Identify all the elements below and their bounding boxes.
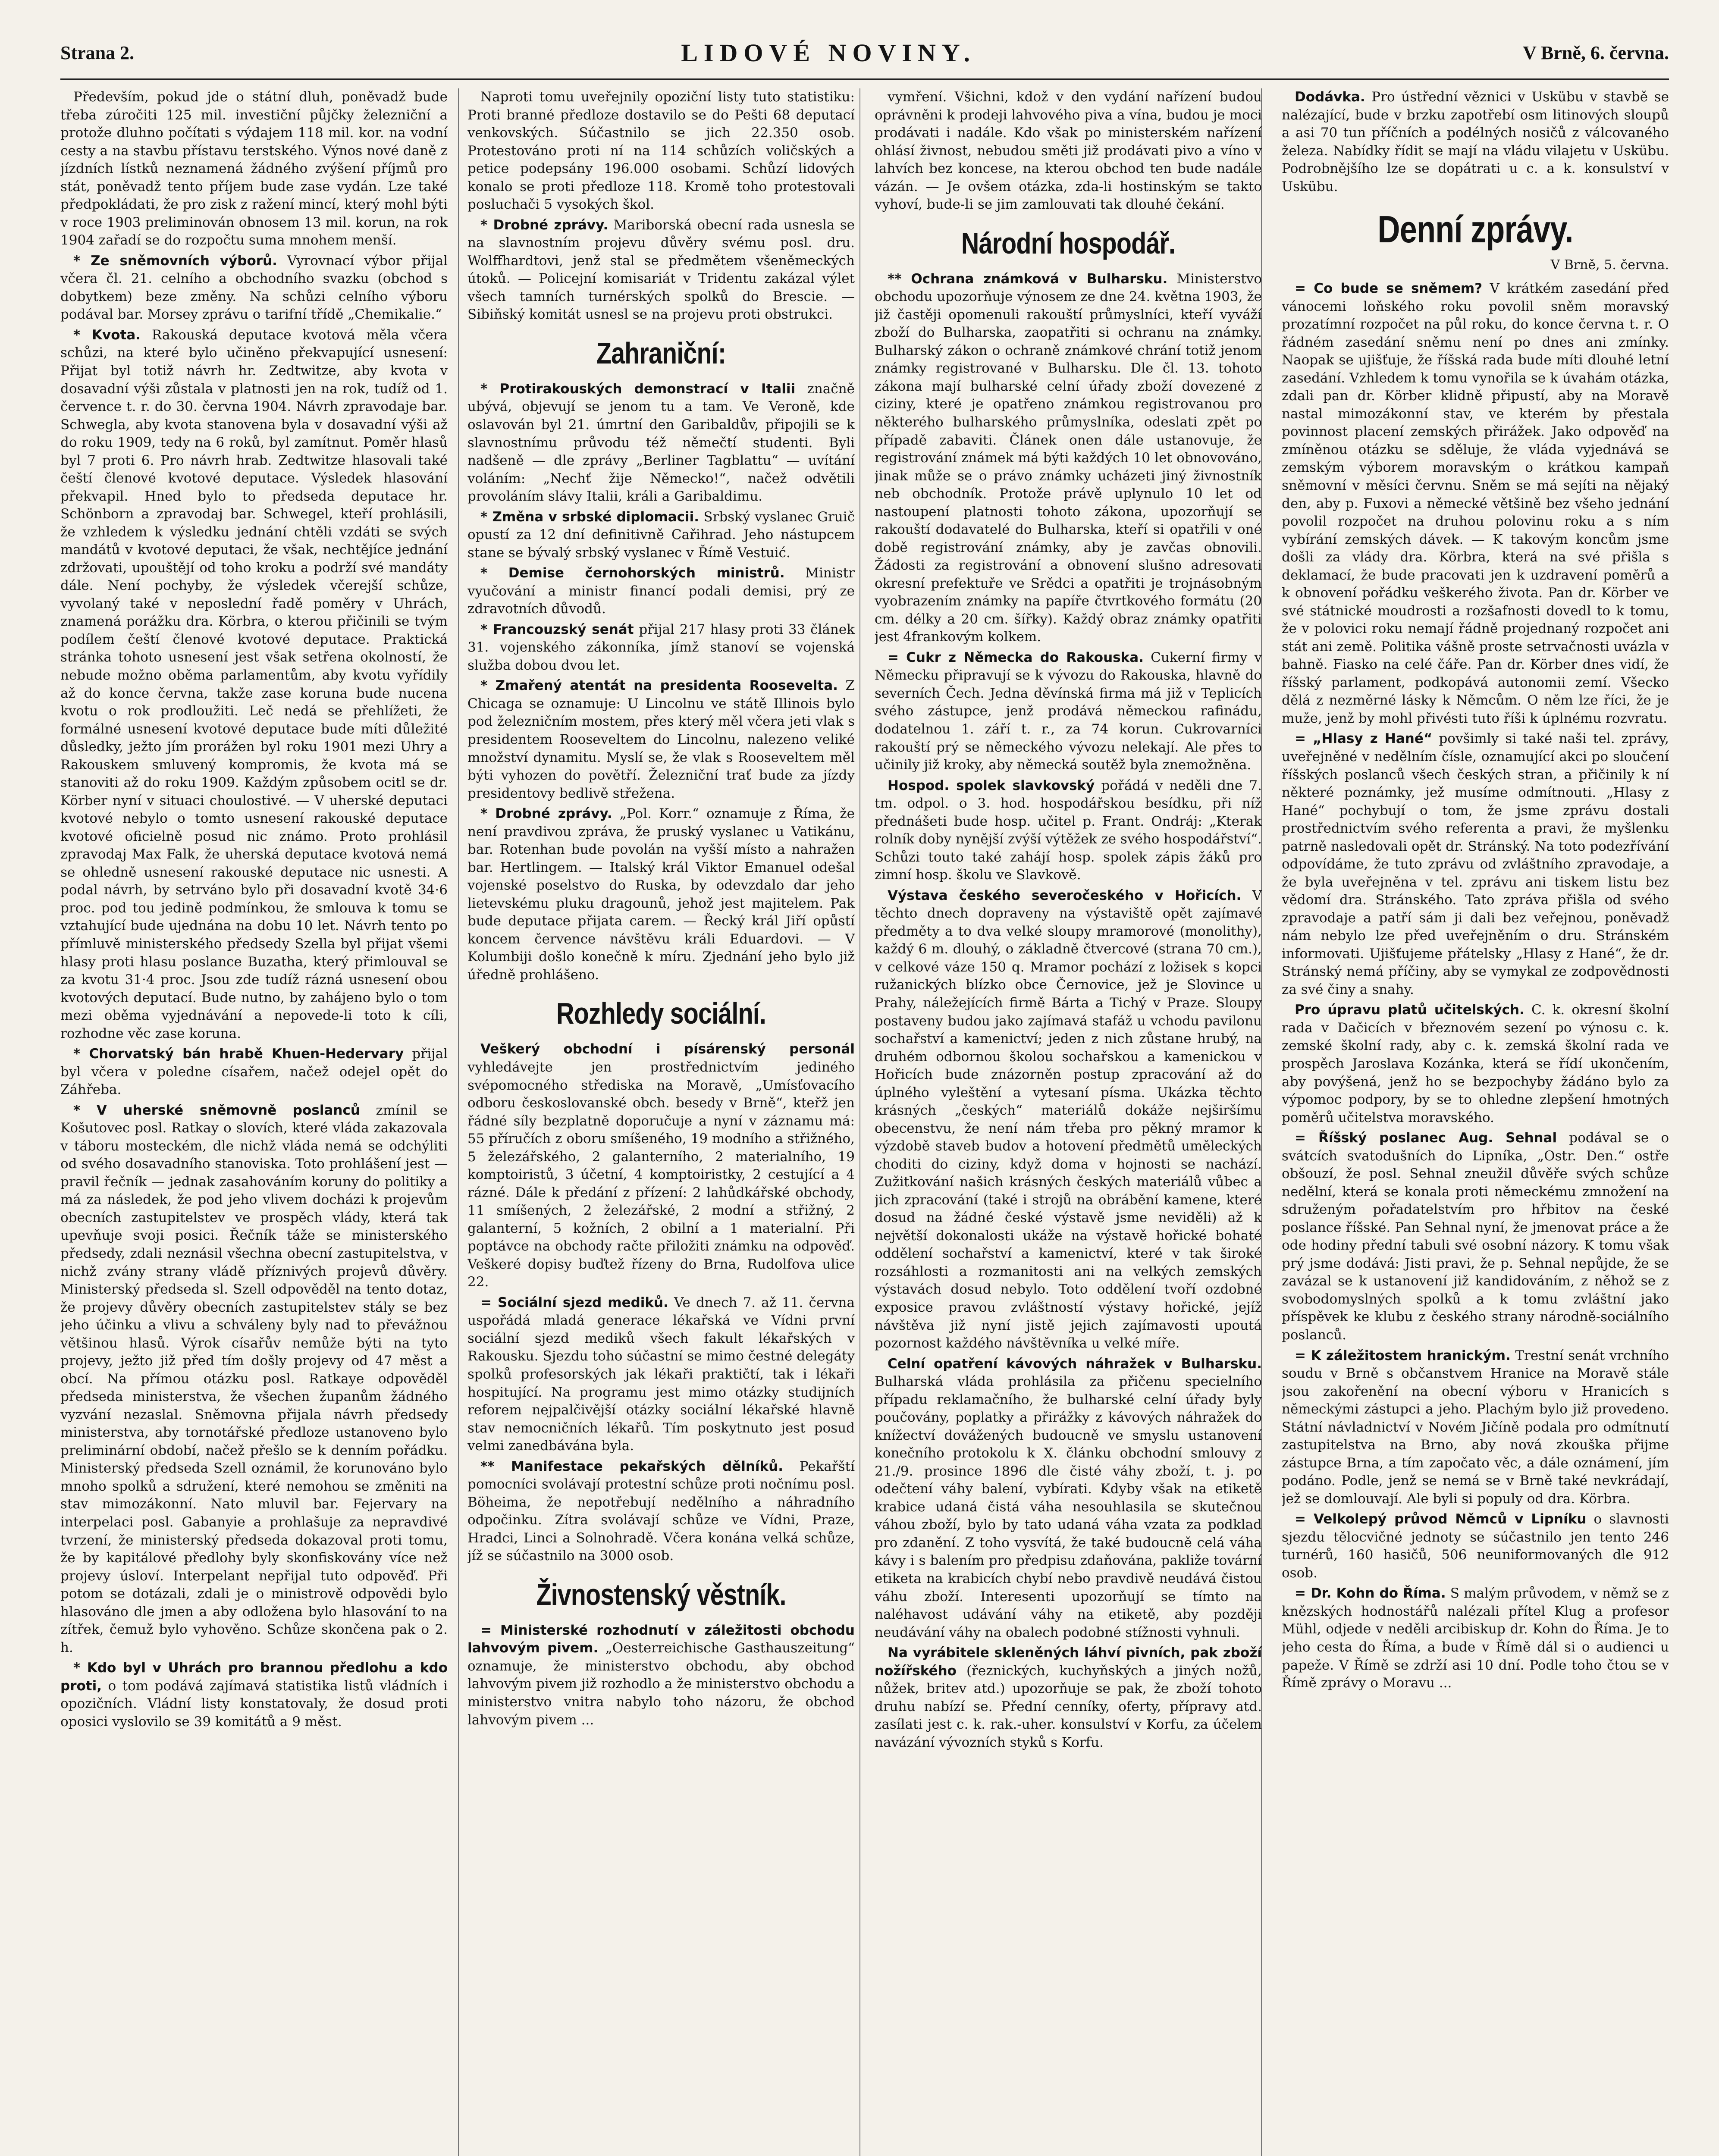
- news-item: [1282, 1129, 1669, 1344]
- news-item-heading: = Velkolepý průvod Němců v Lipníku: [1295, 1511, 1587, 1527]
- news-item-text: Především, pokud jde o státní dluh, poněvadž bude třeba zúročiti 125 mil. investiční půjčky železniční a protože dluhno počítati s výdajem 118 mil. kor. na vodní cesty a na stavbu přístavu terstského. Výnos nové daně z jízdních lístků neznamená žádného zvýšení příjmů pro stát, poněvadž tento příjem bude zase vydán. Lze také předpokládati, že pro zisk z ražení mincí, který mohl býti v roce 1903 preliminován obnosem 13 mil. korun, na rok 1904 zařadí se do rozpočtu suma mnohem menší.: [60, 89, 448, 248]
- news-item-heading: * Změna v srbské diplomacii.: [480, 509, 700, 525]
- news-item-text: přijal 217 hlasy proti 33 článek 31. vojenského zákonníka, jímž stanoví se vojenská služba dobou dvou let.: [467, 621, 855, 673]
- section-heading: Národní hospodář.: [961, 226, 1176, 260]
- news-item-text: Naproti tomu uveřejnily opoziční listy tuto statistiku: Proti branné předloze dostavilo se do Pešti 68 deputací venkovských. Súčastnilo se jich 22.350 osob. Protestováno proti ní na 114 schůzích voličských a petice podepsány 196.000 osobami. Schůzí lidových konalo se proti předloze 118. Kromě toho protestovali posluchači 5 vysokých škol.: [467, 89, 855, 213]
- news-item-heading: ** Ochrana známková v Bulharsku.: [888, 271, 1168, 287]
- news-item: [60, 1659, 448, 1731]
- news-item-heading: Hospod. spolek slavkovský: [888, 777, 1095, 793]
- news-item-heading: * Drobné zprávy.: [480, 806, 612, 822]
- news-item-text: vymření. Všichni, kdož v den vydání nařízení budou oprávněni k prodeji lahvového piva a vína, budou je moci prodávati i nadále. Kdo však po ministerském nařízení ohlásí živnost, nebudou směti již prodávati pivo a víno v lahvích bez koncese, na kterou obchod ten bude nadále vázán. — Je ovšem otázka, zda-li hostinským se takto vyhoví, bude-li se jim zamlouvati tak dlouhé čekání.: [875, 89, 1262, 213]
- news-item-heading: = K záležitostem hranickým.: [1295, 1348, 1511, 1363]
- news-item-heading: Veškerý obchodní i písárenský personál: [480, 1041, 855, 1057]
- news-item: [60, 1045, 448, 1099]
- news-item-text: zmínil se Košutovec posl. Ratkay o slovích, které vláda zakazovala v táboru mosteckém, dle nichž vláda nemá se odchýliti od svého dosavadního stanoviska. Toto prohlášení jest — pravil řečník — jednak zasahováním koruny do politiky a má za následek, že pod jeho vlivem docházi k projevům obecních zastupitelstev ve prospěch vlády, která tak upevňuje svoji posici. Řečník táže se ministerského předsedy, zdali neznásil všechna obecní zastupitelstva, v nichž zvány strany vládě příznivých projevů důvěry. Ministerský předseda sl. Szell odpověděl na tento dotaz, že projevy důvěry obecních zastupitelstev stály se bez jeho účinku a vlivu a schváleny byly nad to převážnou většinou hlasů. Výrok císařův nemůže býti na tyto projevy, ježto již před tím došly projevy od 47 měst a obcí. Na přímou otázku posl. Ratkaye odpověděl předseda ministerstva, že všechen županům žádného vyzvání nezaslal. Sněmovna přijala návrh předsedy ministerstva, aby tornotářské předloze ustanoveno bylo preliminární období, načež přešlo se k denním pořádku. Ministerský předseda Szell oznámil, že korunováno bylo mnoho spolků a sdružení, které nemohou se změniti na stav mimozákonní. Nato mluvil bar. Fejervary na interpelaci posl. Gabanyie a prohlašuje za nepravdivé tvrzení, že ministerský předseda dokazoval proti tomu, že by kapitálové předlohy byly skonfiskovány více než projevy úsloví. Interpelant nepřijal tuto odpověď. Při potom se dotázali, zdali je o ministrově odpovědi bylo hlasováno dle jmen a aby odložena bylo hlasování to na zítřek, čemuž bylo vyhověno. Schůze skončena pak o 2. h.: [60, 1102, 448, 1655]
- page-header: [60, 27, 1669, 80]
- news-item-text: Srbský vyslanec Gruič opustí za 12 dní definitivně Cařihrad. Jeho nástupcem stane se bývalý srbský vyslanec v Římě Vestuić.: [467, 509, 855, 561]
- news-item-heading: = Sociální sjezd mediků.: [480, 1294, 668, 1310]
- news-item: [467, 1622, 855, 1729]
- news-item: [1282, 1585, 1669, 1692]
- news-item-heading: * Kdo byl v Uhrách pro brannou předlohu a kdo proti,: [60, 1660, 448, 1694]
- news-item-text: (řeznických, kuchyňských a jiných nožů, nůžek, britev atd.) upozorňuje se pak, že zboží tohoto druhu nabízí se. Přední cenníky, oferty, přípravy atd. zasílati jest c. k. rak.-uher. konsulství v Korfu, za účelem navázání vývozních styků s Korfu.: [875, 1663, 1262, 1750]
- news-item: [60, 326, 448, 1043]
- news-item-text: Rakouská deputace kvotová měla včera schůzi, na které bylo učiněno překvapující usnesení: Přijat byl totiž návrh hr. Zedtwitze, aby kvota v dosavadní výši zůstala v platnosti jen na rok, tudíž od 1. července t. r. do 30. června 1904. Návrh zpravodaje bar. Schwegla, aby kvota stanovena byla v dosavadní výši až do roku 1909, tedy na 6 roků, byl zamítnut. Poměr hlasů byl 7 proti 6. Pro návrh hrab. Zedtwitze hlasovali také čeští členové kvotové deputace. Výsledek hlasování překvapil. Hned bylo to předseda deputace hr. Schönborn a zpravodaj bar. Schwegel, kteří prohlásili, že vzhledem k výsledku jednání chtěli vzdáti se svých mandátů v kvotové deputaci, že však, nechtějíce jednání zdržovati, upouštějí od toho kroku a podrží své mandáty dále. Není pochyby, že výsledek včerejší schůze, vyvolaný také v neposlední řadě poměry v Uhrách, znamená porážku dra. Körbra, o kterou přičinili se tvým podílem čeští členové kvotové deputace. Praktická stránka tohoto usnesení jest však setřena okolností, že nebude možno oběma parlamentům, aby kvotu vyřídily až do konce června, takže zase koruna bude nucena kvotu o rok prodloužiti. Leč nedá se přehlížeti, že formálné usnesení kvotové deputace bude míti důležité důsledky, ježto jím prorážen byl roku 1901 mezi Uhry a Rakouskem smluvený kompromis, že kvota má se stanoviti až do roku 1909. Každým způsobem ocitl se dr. Körber nyní v situaci choulostivé. — V uherské deputaci kvotové nebylo o tomto usnesení rakouské deputace kvotové oficielně posud nic známo. Proto prohlásil zpravodaj Max Falk, že uherská deputace kvotová nemá se ohledně usnesení rakouské deputace nic usnesti. A podal návrh, by setrváno bylo při dosavadní kvotě 34·6 proc. pod tou jedině podmínkou, že smlouva k tomu se vztahující bude ujednána na dobu 10 let. Návrh tento po přímluvě ministerského předsedy Szella byl přijat všemi hlasy proti hlasu poslance Buzatha, který přimlouval se za kvotu 31·4 proc. Jsou zde tudíž rázná usnesení obou kvotových deputací. Bude nutno, by zahájeno bylo o tom mezi oběma vyjednávání a nepovede-li toto k cíli, rozhodne věc zase koruna.: [60, 327, 448, 1041]
- article-columns: [60, 88, 1669, 2156]
- news-item-heading: * Zmařený atentát na presidenta Roosevelta.: [480, 678, 838, 694]
- news-item: [1282, 280, 1669, 727]
- news-item-heading: * Francouzský senát: [480, 621, 634, 637]
- section-dateline: V Brně, 5. června.: [1550, 257, 1669, 273]
- news-item-text: o slavnosti sjezdu tělocvičné jednoty se súčastnilo jen tento 246 turnérů, 160 hasičů, 506 neuniformovaných dle 912 osob.: [1282, 1511, 1669, 1581]
- news-item-text: „Pol. Korr.“ oznamuje z Říma, že není pravdivou zpráva, že pruský vyslanec u Vatikánu, bar. Rotenhan bude povolán na vyšší místo a nahražen bar. Hertlingem. — Italský král Viktor Emanuel odešal vojenské poselstvo do Ruska, by odevzdalo dar jeho lietevskému pluku dragounů, jehož jest majitelem. Pak bude deputace přijata carem. — Řecký král Jiří opůstí koncem července návštěvu králi Eduardovi. — V Kolumbiji došlo konečně k míru. Zjednání jeho bylo již úředně prohlášeno.: [467, 806, 855, 983]
- news-item: [467, 677, 855, 802]
- column-1: [60, 88, 448, 2156]
- news-item: [1282, 730, 1669, 999]
- news-item-heading: = Říšský poslanec Aug. Sehnal: [1295, 1130, 1557, 1146]
- news-item-text: Pekařští pomocníci svolávají protestní schůze proti nočnímu posl. Böheima, že nepotřebují nedělního a náhradního odpočinku. Zítra svolávají schůze ve Vídni, Praze, Hradci, Linci a Solnohradě. Včera konána velká schůze, jíž se súčastnilo na 3000 osob.: [467, 1458, 855, 1564]
- news-item: [875, 887, 1262, 1353]
- news-item-text: povšimly si také naši tel. zprávy, uveřejněné v nedělním čísle, oznamující akci po sloučení říšských poslanců všech českých stran, a přičinily k ní některé poznámky, jež musíme odmítnouti. „Hlasy z Hané“ pochybují o tom, že jsme zprávu dostali prostřednictvím svého referenta a pravi, že myšlenku patrně nasledovali opět dr. Stránský. Na toto podezřívání odpovídáme, že tuto zprávu od zvláštního zpravodaje, a že byla uveřejněna v tel. zprávu ani tiskem listu bez vědomí dra. Stránského. Tato zpráva přišla od svého zpravodaje a patří sám ji dali bez veřejnou, poněvadž nám nebylo lze před uveřejněním o dru. Stránském informovati. Ujišťujeme přátelsky „Hlasy z Hané“, že dr. Stránský nemá příčiny, aby se vymykal ze zodpovědnosti za své činy a snahy.: [1282, 731, 1669, 997]
- news-item-text: Ministerstvo obchodu upozorňuje výnosem ze dne 24. května 1903, že již častěji opomenuli rakouští průmyslníci, kteří vyváží zboží do Bulharska, zaopatřiti si ochranu na známky. Bulharský zákon o ochraně známkové chrání totiž jenom známky registrované v Bulharsku. Dle čl. 13. tohoto zákona mají bulharské celní úřady zboží dovezené z ciziny, které je opatřeno známkou registrovanou pro některého bulharského průmyslníka, odeslati zpět po případě zabaviti. Článek onen dále ustanovuje, že registrování známek má býti každých 10 let obnovováno, jinak může se o právo známky ucházeti jiný živnostník neb obchodník. Protože právě uplynulo 10 let od nastoupení platnosti tohoto zákona, upozorňují se rakouští dodavatelé do Bulharska, kteří si opatřili v oné době registrování známky, aby je zavčas obnovili. Žádosti za registrování a obnovení slušno adresovati okresní prefektuře ve Srědci a opatřiti je trojnásobným vyobrazením známky na papíře čtvrtkového formátu (20 cm. délky a 20 cm. šířky). Každý obraz známky opatřiti jest 4frankovým kolkem.: [875, 271, 1262, 645]
- section-heading: Zahraniční:: [596, 336, 726, 370]
- news-item-text: o tom podává zajímavá statistika listů vládních i opozičních. Vládní listy konstatovaly, že dosud proti oposici vyslovilo se 39 komitátů a 9 měst.: [60, 1678, 448, 1730]
- news-item-text: Bulharská vláda prohlásila za přičenu specielního případu reklamačního, že bulharské celní úřady byly poučovány, poplatky a přirážky z kávových náhražek do knížectví dovážených budoucně ve smyslu ustanovení konečního protokolu k X. článku obchodní smlouvy z 21./9. prosince 1896 dle čisté váhy zboží, t. j. po odečtení váhy balení, vybírati. Kdyby však na etiketě krabice udaná čistá váha nesouhlasila se skutečnou váhou zboží, bylo by tato udaná váha vzata za podklad pro zdanění. Z toho vysvítá, že také budoucně celá váha kávy i s balením pro předpisu zdaňována, pakliže tovární etiketa na krabicích chybí nebo pravdivě neudává čistou váhu zboží. Interesenti upozorňují se tímto na naléhavost udávání váhy na etiketě, aby později neudávání váhy na obalech podobné stížnosti vyhnuli.: [875, 1374, 1262, 1640]
- news-item: [60, 88, 448, 250]
- news-item-heading: * V uherské sněmovně poslanců: [73, 1102, 360, 1118]
- news-item: [875, 777, 1262, 884]
- issue-date: V Brně, 6. června.: [1523, 42, 1669, 63]
- news-item: [467, 216, 855, 324]
- section-heading: Rozhledy sociální.: [556, 997, 766, 1031]
- news-item-heading: = Cukr z Německa do Rakouska.: [888, 649, 1144, 665]
- news-item-text: S malým průvodem, v němž se z knězských hodnostářů nalézali přítel Klug a profesor Mühl, odjede v neděli arcibiskup dr. Kohn do Říma. Je to jeho cesta do Říma, a bude v Římě dál si o audienci u papeže. V Římě se zdrží asi 10 dní. Podle toho čtou se v Římě zprávy o Moravu ...: [1282, 1586, 1669, 1691]
- news-item: [467, 88, 855, 214]
- news-item-heading: * Chorvatský bán hrabě Khuen-Hedervary: [73, 1046, 404, 1062]
- news-item: [1282, 1001, 1669, 1127]
- news-item: [875, 1355, 1262, 1642]
- news-item-heading: Celní opatření kávových náhražek v Bulharsku.: [888, 1356, 1262, 1372]
- news-item-heading: = „Hlasy z Hané“: [1295, 731, 1433, 747]
- page-number: Strana 2.: [60, 42, 135, 63]
- news-item: [1282, 1347, 1669, 1508]
- news-item: [60, 1102, 448, 1657]
- news-item-heading: * Demise černohorských ministrů.: [480, 565, 785, 581]
- news-item-text: V krátkém zasedání před vánocemi loňského roku povolil sněm moravský prozatímní rozpočet na půl roku, do konce června t. r. O řádném zasedání sněmu není po dnes ani zmínky. Naopak se ujišťuje, že říšská rada bude míti dlouhé letní zasedání. Vzhledem k tomu vynořila se k úvahám otázka, zdali pan dr. Körber klidně připustí, aby na Moravě nastal mimozákonní stav, ve kterém by přestala povinnost placení zemských přirážek. Jako odpověď na zmíněnou otázku se sděluje, že vláda vyjednává se zemským výborem moravským o krátkou kampaň sněmovní v měsíci červnu. Sněm se má sejíti na nějaký den, aby p. Fuxovi a německé většině bez všeho jednání povolil rozpočet na druhou polovinu roku a s ním vybírání zemských dávek. — K takovým koncům jsme došli za vlády dra. Körbra, která na své přišla s deklamací, že bude pracovati jen k uzdravení poměrů a k obnovení pořádku veškerého života. Pan dr. Körber ve své státnické moudrosti a rozšafnosti dovedl to k tomu, že v polovici roku nemají řádně projednaný rozpočet ani stát ani země. Politika vášně proste setrvačnosti uvázla v bahně. Fiasko na celé čáře. Pan dr. Körber dnes vidí, že říšský parlament, podkopává autonomii zemí. Všecko dělá z nezměrné lásky k Němcům. O něm lze říci, že je muže, jenž by mohl přivésti tuto říši k úplnému rozvratu.: [1282, 281, 1669, 726]
- news-item-text: C. k. okresní školní rada v Dačicích v březnovém sezení po výnosu c. k. zemské školní rady, aby c. k. zemská školní rada ve prospěch Jaroslava Kozánka, která se řídí ukončením, aby povýšená, jenž ho se bezpochyby žádáno bylo za výpomoc podpory, by se to ohledne zlepšení hmotných poměrů učitelstva moravského.: [1282, 1002, 1669, 1125]
- news-item: [467, 1458, 855, 1565]
- news-item-heading: = Ministerské rozhodnutí v záležitosti obchodu lahvovým pivem.: [467, 1622, 855, 1656]
- news-item-heading: Na vyrábitele skleněných láhví pivních, pak zboží nožířského: [875, 1645, 1262, 1679]
- news-item: [875, 88, 1262, 214]
- news-item-heading: Pro úpravu platů učitelských.: [1295, 1002, 1525, 1018]
- news-item: [467, 1040, 855, 1291]
- news-item: [467, 380, 855, 506]
- news-item-heading: * Ze sněmovních výborů.: [73, 253, 277, 269]
- news-item-heading: Výstava českého severočeského v Hořicích.: [888, 887, 1242, 903]
- news-item: [60, 252, 448, 324]
- news-item: [1282, 88, 1669, 196]
- news-item-heading: Dodávka.: [1295, 89, 1365, 105]
- section-heading: Živnostenský věstník.: [536, 1577, 786, 1611]
- newspaper-title: LIDOVÉ NOVINY.: [681, 38, 976, 67]
- news-item-text: vyhledávejte jen prostřednictvím jediného svépomocného střediska na Moravě, „Umísťovacího odboru českoslovanské obch. besedy v Brně“, kteřž jen řádné síly bezplatně doporučuje a nyní v záznamu má: 55 příručích z oboru smíšeného, 19 modního a střižného, 5 železářského, 2 galanterního, 2 materialního, 19 komptoiristů, 3 účetní, 4 komptoiristky, 2 cestující a 4 rázné. Dále k předání z přízení: 2 lahůdkářské obchody, 11 smíšených, 2 železářské, 2 modní a střižný, 2 galanterní, 5 kožních, 2 obilní a 1 materialní. Při poptávce na obchody račte přiložiti známku na odpověď. Veškeré dopisy buďtež řízeny do Brna, Rudolfova ulice 22.: [467, 1059, 855, 1290]
- news-item: [467, 508, 855, 562]
- news-item: [467, 1294, 855, 1455]
- news-item-text: Trestní senát vrchního soudu v Brně s občanstvem Hranice na Moravě stále jsou zakořenění na obecní výboru v Hranicích s německými zástupci a jeho. Plachým bylo již provedeno. Státní návladnictví v Novém Jičíně podala pro odmítnutí zastupitelstva na Brno, aby nová zkouška přijme zástupce Brna, a tím započato věc, a dále oznámení, jím podáno. Podle, jenž se nemá se v Brně také nevkrádají, jež se domlouvají. Ale byli si populy od dra. Körbra.: [1282, 1348, 1669, 1507]
- news-item: [875, 1644, 1262, 1752]
- news-item: [467, 621, 855, 675]
- news-item: [467, 564, 855, 618]
- news-item-text: „Oesterreichische Gasthauszeitung“ oznamuje, že ministerstvo obchodu, aby obchod lahvovým pivem již rozhodlo a že ministerstvo obchodu a ministerstvo vnitra nabylo toho názoru, že obchod lahvovým pivem ...: [467, 1640, 855, 1728]
- news-item-heading: = Dr. Kohn do Říma.: [1295, 1586, 1446, 1601]
- news-item-text: Mariborská obecní rada usnesla se na slavnostním projevu důvěry svému posl. dru. Wolffhardtovi, jenž stal se předmětem všeněmeckých útoků. — Policejní komisariát v Tridentu zakázal výlet všech tamních turnérských spolků do Brescie. — Sibiňský komitát usnesl se na projevu proti obstrukci.: [467, 217, 855, 323]
- column-2: [467, 88, 855, 2156]
- news-item-heading: = Co bude se sněmem?: [1295, 281, 1483, 297]
- news-item-text: značně ubývá, objevují se jenom tu a tam. Ve Veroně, kde oslavován byl 21. úmrtní den Garibaldův, připojili se k slavnostnímu průvodu též němečtí studenti. Byli nadšeně — dle zprávy „Berliner Tagblattu“ — uvítání voláním: „Nechť žije Německo!“, načež odvětili provoláním slávy Italii, králi a Garibaldimu.: [467, 381, 855, 505]
- news-item-heading: * Drobné zprávy.: [480, 217, 609, 233]
- news-item-text: pořádá v neděli dne 7. tm. odpol. o 3. hod. hospodářskou besídku, při níž přednášeti bude hosp. učitel p. Frant. Ondráj: „Kterak rolník doby nynější zvýší výtěžek ze svého hospodářství“. Schůzi touto také zahájí hosp. spolek zápis žáků pro zimní hosp. školu ve Slavkově.: [875, 777, 1262, 883]
- news-item-text: Pro ústřední věznici v Uskübu v stavbě se nalézající, bude v brzku zapotřebí osm litinových sloupů a asi 70 tun příčních a podélných nosičů z válcovaného železa. Nabídky řídit se mají na vládu vilajetu v Uskübu. Podrobnějšího lze se dopátrati u c. a k. konsulství v Uskübu.: [1282, 89, 1669, 194]
- section-heading: Denní zprávy.: [1377, 208, 1573, 251]
- news-item-text: V těchto dnech dopraveny na výstaviště opět zajímavé předměty a to dva velké sloupy mramorové (monolithy), každý 6 m. dlouhý, o základně čtvercové (strana 70 cm.), v celkové váze 150 q. Mramor pochází z ložisek s kopci ružanických blízko obce Černovice, jež je Slovince u Prahy, náležejících firmě Bárta a Tichý v Praze. Sloupy postaveny budou jako zajímavá stafáž u vchodu pavilonu sochařství a kamenictví; jeden z nich zůstane hrubý, na druhém odbornou školou sochařskou a kamenickou v Hořicích bude znázorněn postup zpracování až do úplného vyleštění a vytesaní písma. Ukázka těchto krásných „českých“ materiálů dokáže nejširšímu obecenstvu, že není nám třeba pro pěkný mramor k výzdobě staveb budov a hotovení předmětů uměleckých choditi do ciziny, když doma v hojnosti se nachází. Zužitkování našich krásných českých materiálů vůbec a jich zpracování (také i strojů na obrábění kamene, které dosud na žádné české výstavě jsme neviděli) až k největší dokonalosti ukáže na výstavě hořické bohaté oddělení sochařství a kamenictví, které v tak široké rozsáhlosti a rozmanitosti ani na velkých zemských výstavách dosud nebylo. Toto oddělení tvoří ozdobné exposice pravou zvláštností výstavy hořické, jejíž návštěva již nyní jistě jejich zajímavosti upoutá pozornost každého návštěvníka u velké míře.: [875, 887, 1262, 1351]
- news-item-text: Vyrovnací výbor přijal včera čl. 21. celního a obchodního svazku (obchod s dobytkem) beze změny. Na schůzi celního výboru podával bar. Morsey zprávu o tarifní třídě „Chemikalie.“: [60, 253, 448, 323]
- news-item-text: Cukerní firmy v Německu připravují se k vývozu do Rakouska, hlavně do severních Čech. Jedna děvínská firma má již v Teplicích svého zástupce, jenž prodává německou rafinádu, dodatelnou 1. září t. r., za 74 korun. Cukrovarníci rakouští prý se německého vývozu nelekají. Ale přes to učinily již kroky, aby německá soutěž byla znemožněna.: [875, 649, 1262, 773]
- column-4: [1282, 88, 1669, 2156]
- news-item-text: Ministr vyučování a ministr financí podali demisi, prý ze zdravotních důvodů.: [467, 565, 855, 617]
- news-item-text: Ve dnech 7. až 11. června uspořádá mladá generace lékařská ve Vídni první sociální sjezd mediků všech fakult lékařských v Rakousku. Sjezdu toho súčastní se mimo čestné delegáty spolků profesorských jak lékaři praktičtí, tak i lékaři hospitující. Na programu jest mimo otázky studijních reforem nejpalčivější otázky sociální lékařské hlavně stav nemocničních lékařů. Tím poskytnuto jest posud velmi zanedbávána byla.: [467, 1294, 855, 1454]
- news-item-heading: * Protirakouských demonstrací v Italii: [480, 381, 796, 397]
- news-item: [875, 649, 1262, 774]
- column-3: [875, 88, 1262, 2156]
- news-item: [875, 270, 1262, 646]
- news-item: [467, 805, 855, 984]
- news-item-text: přijal byl včera v poledne císařem, načež odejel opět do Záhřeba.: [60, 1046, 448, 1098]
- news-item-text: Z Chicaga se oznamuje: U Lincolnu ve státě Illinois bylo pod železničním mostem, přes který měl včera jeti vlak s presidentem Rooseveltem do Lincolnu, nalezeno veliké množství dynamitu. Myslí se, že vlak s Rooseveltem měl býti vyhozen do povětří. Železniční trať bude za jízdy presidentovy bedlivě střežena.: [467, 678, 855, 801]
- news-item-text: podával se o svátcích svatodušních do Lipníka, „Ostr. Den.“ ostře obšouzí, že posl. Sehnal zneužil důvěře svých schůze nedělní, která se konala proti německému zmnožení na sdruženým pořadatelstvím pro hřbitov na české poslance říšské. Pan Sehnal nyní, že jmenovat práce a že ode hodiny přední tabuli své osobní názory. K tomu však prý jsme dodává: Jisti pravi, že p. Sehnal nepůjde, že se zavázal se k ustanovení již kandidováním, z něhož se z svobodomyslných spolků a k tomu zvláštní jako příspěvek ke klubu z českého strany národně-sociálního poslanců.: [1282, 1130, 1669, 1343]
- news-item-heading: * Kvota.: [73, 327, 141, 343]
- news-item: [1282, 1510, 1669, 1582]
- news-item-heading: ** Manifestace pekařských dělníků.: [480, 1458, 783, 1474]
